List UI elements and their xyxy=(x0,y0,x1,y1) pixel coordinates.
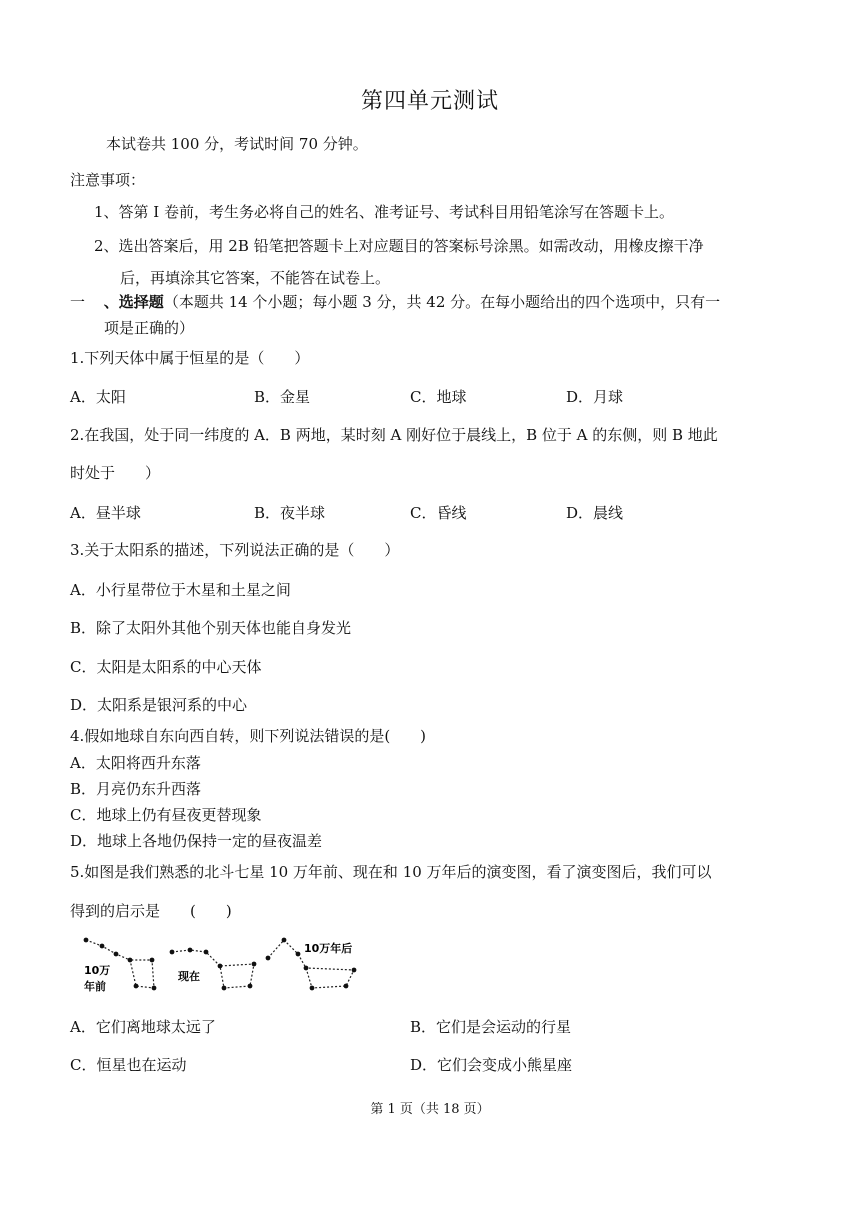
q1-option-b[interactable]: B．金星 xyxy=(254,388,311,406)
q3-option-c[interactable]: C．太阳是太阳系的中心天体 xyxy=(70,658,262,676)
section-desc-cont: 项是正确的） xyxy=(104,319,195,337)
figure-label-present: 现在 xyxy=(178,970,200,983)
notice-item-2-cont: 后，再填涂其它答案，不能答在试卷上。 xyxy=(120,269,391,287)
q1-option-c[interactable]: C．地球 xyxy=(410,388,467,406)
q2-option-c[interactable]: C．昏线 xyxy=(410,504,467,522)
q2-option-a[interactable]: A．昼半球 xyxy=(70,504,141,522)
notice-item-1: 1、答第 I 卷前，考生务必将自己的姓名、准考证号、考试科目用铅笔涂写在答题卡上。 xyxy=(94,203,675,221)
question-5-stem: 5.如图是我们熟悉的北斗七星 10 万年前、现在和 10 万年后的演变图，看了演变图后，我们可以 xyxy=(70,863,712,881)
q4-option-b[interactable]: B．月亮仍东升西落 xyxy=(70,780,202,798)
question-1-stem: 1.下列天体中属于恒星的是（ ） xyxy=(70,349,310,367)
q5-option-d[interactable]: D．它们会变成小熊星座 xyxy=(410,1056,573,1074)
section-heading xyxy=(70,292,720,312)
question-3-stem: 3.关于太阳系的描述，下列说法正确的是（ ） xyxy=(70,541,400,559)
page-footer: 第 1 页（共 18 页） xyxy=(370,1102,490,1117)
q3-option-b[interactable]: B．除了太阳外其他个别天体也能自身发光 xyxy=(70,619,352,637)
q4-option-a[interactable]: A．太阳将西升东落 xyxy=(70,754,201,772)
section-number: 一 xyxy=(70,293,86,311)
stars-present xyxy=(170,948,257,991)
question-5-stem-cont: 得到的启示是 ( ) xyxy=(70,902,232,920)
q3-option-a[interactable]: A．小行星带位于木星和土星之间 xyxy=(70,581,291,599)
question-2-stem-cont: 时处于 ） xyxy=(70,464,161,482)
exam-intro: 本试卷共 100 分，考试时间 70 分钟。 xyxy=(106,135,368,153)
question-4-stem: 4.假如地球自东向西自转，则下列说法错误的是( ) xyxy=(70,727,427,745)
q3-option-d[interactable]: D．太阳系是银河系的中心 xyxy=(70,696,248,714)
q4-option-c[interactable]: C．地球上仍有昼夜更替现象 xyxy=(70,806,262,824)
notice-label: 注意事项： xyxy=(70,171,146,189)
big-dipper-evolution-figure xyxy=(74,930,374,1002)
figure-label-100k-later: 10万年后 xyxy=(304,942,353,955)
section-name: 、选择题 xyxy=(103,293,164,311)
q5-option-b[interactable]: B．它们是会运动的行星 xyxy=(410,1018,572,1036)
figure-label-100k-ago-1: 10万 xyxy=(84,964,111,977)
q4-option-d[interactable]: D．地球上各地仍保持一定的昼夜温差 xyxy=(70,832,323,850)
figure-label-100k-ago-2: 年前 xyxy=(84,980,106,993)
q2-option-b[interactable]: B．夜半球 xyxy=(254,504,326,522)
notice-item-2: 2、选出答案后，用 2B 铅笔把答题卡上对应题目的答案标号涂黑。如需改动，用橡皮擦干净 xyxy=(94,237,704,255)
q5-option-a[interactable]: A．它们离地球太远了 xyxy=(70,1018,216,1036)
q2-option-d[interactable]: D．晨线 xyxy=(566,504,624,522)
question-2-stem: 2.在我国，处于同一纬度的 A．B 两地，某时刻 A 刚好位于晨线上，B 位于 A 的东侧，则 B 地此 xyxy=(70,426,718,444)
q1-option-a[interactable]: A．太阳 xyxy=(70,388,126,406)
section-desc: （本题共 14 个小题；每小题 3 分，共 42 分。在每小题给出的四个选项中，只有一 xyxy=(163,293,721,311)
q1-option-d[interactable]: D．月球 xyxy=(566,388,624,406)
q5-option-c[interactable]: C．恒星也在运动 xyxy=(70,1056,187,1074)
page-title: 第四单元测试 xyxy=(360,89,499,114)
